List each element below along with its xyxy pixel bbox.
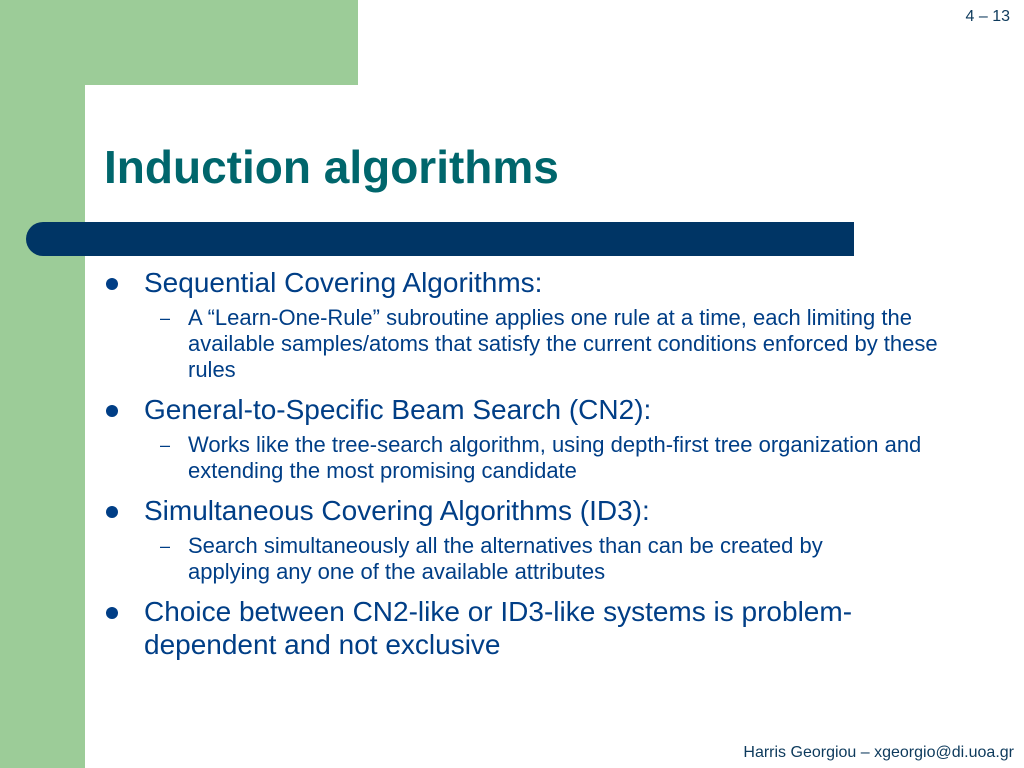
bullet-text: Choice between CN2-like or ID3-like systems is problem-dependent and not exclusive (144, 596, 853, 660)
rounded-corner-decoration (85, 85, 145, 145)
bullet-text: Simultaneous Covering Algorithms (ID3): (144, 495, 650, 526)
left-green-sidebar (0, 0, 85, 768)
bullet-text: Sequential Covering Algorithms: (144, 267, 543, 298)
footer-author: Harris Georgiou – xgeorgio@di.uoa.gr (743, 744, 1014, 761)
bullet-dot-icon (106, 405, 118, 417)
sub-bullet-text: A “Learn-One-Rule” subroutine applies one rule at a time, each limiting the available samples/atoms that satisfy the current conditions enforced by these rules (188, 305, 938, 382)
slide-content (104, 266, 1004, 661)
bullet-item (104, 494, 1004, 527)
slide-number: 4 – 13 (965, 8, 1010, 25)
sub-bullet-item (104, 432, 948, 484)
bullet-item (104, 393, 1004, 426)
sub-bullet-item (104, 305, 948, 383)
bullet-text: General-to-Specific Beam Search (CN2): (144, 394, 652, 425)
sub-bullet-item (104, 533, 908, 585)
bullet-dot-icon (106, 278, 118, 290)
slide-title: Induction algorithms (104, 141, 559, 193)
bullet-item (104, 266, 1004, 299)
title-underline-bar (26, 222, 854, 256)
dash-marker: – (160, 308, 171, 328)
bullet-dot-icon (106, 506, 118, 518)
bullet-item (104, 595, 884, 661)
dash-marker: – (160, 435, 171, 455)
sub-bullet-text: Works like the tree-search algorithm, using depth-first tree organization and extending the most promising candidate (188, 432, 922, 483)
dash-marker: – (160, 536, 171, 556)
bullet-dot-icon (106, 607, 118, 619)
sub-bullet-text: Search simultaneously all the alternatives than can be created by applying any one of the available attributes (188, 533, 823, 584)
